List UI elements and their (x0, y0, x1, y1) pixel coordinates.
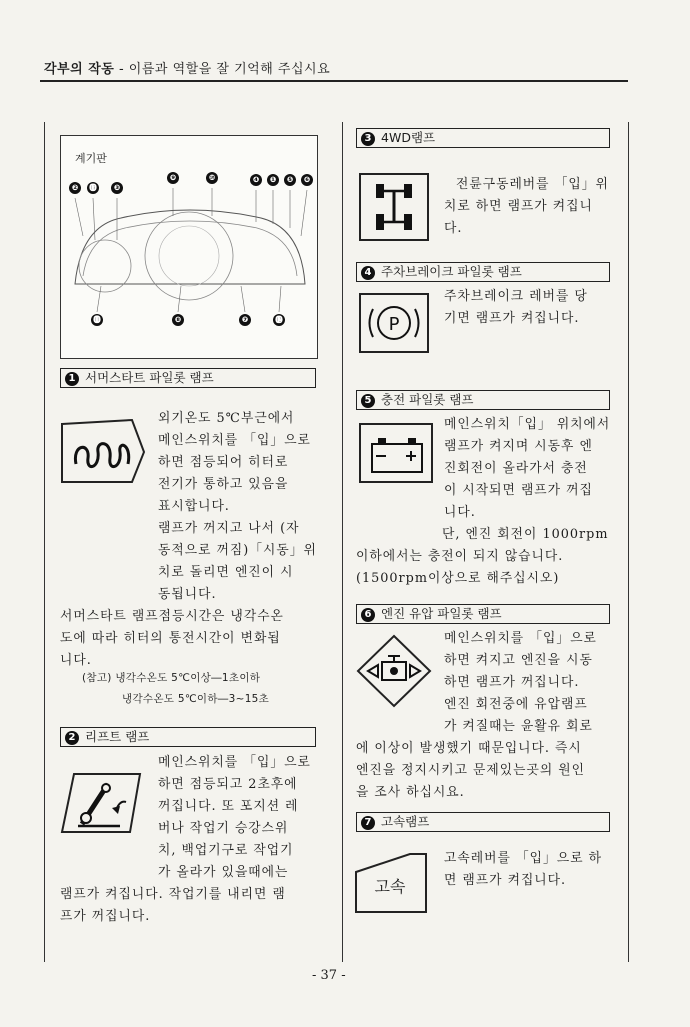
instrument-cluster-figure (60, 135, 318, 359)
s1-tail-line: 도에 따라 히터의 통전시간이 변화됩 (60, 631, 281, 646)
center-column-rule (342, 122, 343, 962)
section-3-title (356, 128, 610, 148)
s2-tail-line: 램프가 켜집니다. 작업기를 내리면 램 (60, 887, 286, 902)
section-1-title (60, 368, 316, 388)
page-header (44, 58, 330, 77)
s4-line: 기면 램프가 켜집니다. (444, 311, 580, 326)
s5-tail-line: (1500rpm이상으로 해주십시오) (356, 571, 560, 586)
note-line-2: 냉각수온도 5℃이하―3~15초 (122, 693, 270, 705)
callout-12: ⓬ (273, 314, 285, 326)
s1-tail-line: 니다. (60, 653, 92, 668)
charge-lamp-icon (358, 422, 434, 484)
section-3-title-text: 4WD램프 (381, 130, 436, 145)
section-7-title (356, 812, 610, 832)
s2-line: 하면 점등되고 2초후에 (158, 777, 298, 792)
s1-tail-line: 서머스타트 램프점등시간은 냉각수온 (60, 609, 284, 624)
section-7-title-text: 고속램프 (381, 814, 430, 829)
section-4-title (356, 262, 610, 282)
s2-line: 가 올라가 있을때에는 (158, 865, 289, 880)
section-2-tail (60, 884, 318, 928)
note-line-1: (참고) 냉각수온도 5℃이상―1초이하 (82, 672, 261, 684)
page-number: - 37 - (312, 968, 346, 983)
left-column-rule (44, 122, 45, 962)
section-3-number: 3 (361, 132, 375, 146)
s1-line: 전기가 통하고 있음을 (158, 477, 289, 492)
s6-line: 가 켜질때는 윤활유 회로 (444, 719, 593, 734)
section-1-body (158, 408, 318, 606)
section-2-body (158, 752, 318, 884)
callout-5: ❺ (284, 174, 296, 186)
section-5-number: 5 (361, 394, 375, 408)
s6-line: 엔진 회전중에 유압램프 (444, 697, 588, 712)
header-bold: 각부의 작동 (44, 62, 115, 77)
section-6-body (444, 628, 624, 738)
section-5-title-text: 충전 파일롯 램프 (381, 392, 474, 407)
s6-tail-line: 에 이상이 발생했기 때문입니다. 즉시 (356, 741, 582, 756)
callout-2: ❷ (69, 182, 81, 194)
s7-line: 고속레버를 「입」으로 하 (444, 851, 602, 866)
section-1-number: 1 (65, 372, 79, 386)
section-2-title-text: 리프트 램프 (85, 729, 150, 744)
s5-line: 진회전이 올라가서 충전 (444, 461, 588, 476)
s1-line: 램프가 꺼지고 나서 (자 (158, 521, 300, 536)
s2-line: 치, 백업기구로 작업기 (158, 843, 294, 858)
cluster-drawing (61, 136, 317, 358)
s5-line: 메인스위치「입」 위치에서 (444, 417, 611, 432)
high-speed-icon-label: 고속 (374, 877, 406, 896)
header-rule (40, 80, 628, 82)
s6-line: 하면 램프가 꺼집니다. (444, 675, 580, 690)
callout-6: ❻ (301, 174, 313, 186)
s1-line: 표시합니다. (158, 499, 230, 514)
section-6-title (356, 604, 610, 624)
lift-lamp-icon (60, 770, 142, 836)
section-4-body (444, 286, 624, 330)
s2-tail-line: 프가 꺼집니다. (60, 909, 151, 924)
s1-line: 동적으로 꺼짐)「시동」위 (158, 543, 317, 558)
s6-line: 메인스위치를 「입」으로 (444, 631, 597, 646)
callout-7: ❼ (239, 314, 251, 326)
section-1-title-text: 서머스타트 파일롯 램프 (85, 370, 214, 385)
s2-line: 메인스위치를 「입」으로 (158, 755, 311, 770)
s4-line: 주차브레이크 레버를 당 (444, 289, 588, 304)
s3-line: 치로 하면 램프가 켜집니 (444, 199, 593, 214)
section-5-title (356, 390, 610, 410)
callout-1: ❶ (267, 174, 279, 186)
s6-tail-line: 엔진을 정지시키고 문제있는곳의 원인 (356, 763, 585, 778)
s5-line: 이 시작되면 램프가 꺼집 (444, 483, 593, 498)
s3-line: 다. (444, 221, 463, 236)
oil-pressure-lamp-icon (356, 634, 432, 708)
section-7-body (444, 848, 624, 892)
s5-line: 니다. (444, 505, 476, 520)
thermostart-lamp-icon (60, 418, 146, 486)
section-1-tail (60, 606, 318, 672)
header-rest: - 이름과 역할을 잘 기억해 주십시요 (114, 62, 331, 77)
section-5-body (444, 414, 624, 546)
section-3-body (444, 174, 624, 240)
callout-9: ❾ (167, 172, 179, 184)
callout-3: ❸ (111, 182, 123, 194)
s3-line: 전륜구동레버를 「입」위 (456, 177, 609, 192)
s5-line: 램프가 켜지며 시동후 엔 (444, 439, 593, 454)
s6-tail-line: 을 조사 하십시요. (356, 785, 465, 800)
section-7-number: 7 (361, 816, 375, 830)
s1-line: 치로 돌리면 엔진이 시 (158, 565, 294, 580)
4wd-lamp-icon (358, 172, 430, 242)
section-6-number: 6 (361, 608, 375, 622)
s1-line: 동됩니다. (158, 587, 217, 602)
s2-line: 꺼집니다. 또 포지션 레 (158, 799, 299, 814)
svg-text:P: P (388, 314, 400, 335)
callout-11: ⓫ (91, 314, 103, 326)
parking-brake-lamp-icon (358, 292, 430, 354)
callout-4: ❹ (250, 174, 262, 186)
s1-line: 메인스위치를 「입」으로 (158, 433, 311, 448)
callout-13: ⓭ (87, 182, 99, 194)
s5-tail-line: 이하에서는 충전이 되지 않습니다. (356, 549, 564, 564)
callout-8: ❽ (172, 314, 184, 326)
section-4-number: 4 (361, 266, 375, 280)
s1-line: 외기온도 5℃부근에서 (158, 411, 295, 426)
s7-line: 면 램프가 켜집니다. (444, 873, 567, 888)
s5-line: 단, 엔진 회전이 1000rpm (442, 527, 609, 542)
section-2-title (60, 727, 316, 747)
section-2-number: 2 (65, 731, 79, 745)
section-6-tail (356, 738, 624, 804)
section-4-title-text: 주차브레이크 파일롯 램프 (381, 264, 522, 279)
section-5-tail (356, 546, 624, 590)
s6-line: 하면 켜지고 엔진을 시동 (444, 653, 593, 668)
cluster-title: 계기판 (75, 152, 107, 165)
callout-10: ❿ (206, 172, 218, 184)
s1-line: 하면 점등되어 히터로 (158, 455, 289, 470)
right-column-rule (628, 122, 629, 962)
s2-line: 버나 작업기 승강스위 (158, 821, 289, 836)
section-6-title-text: 엔진 유압 파일롯 램프 (381, 606, 502, 621)
